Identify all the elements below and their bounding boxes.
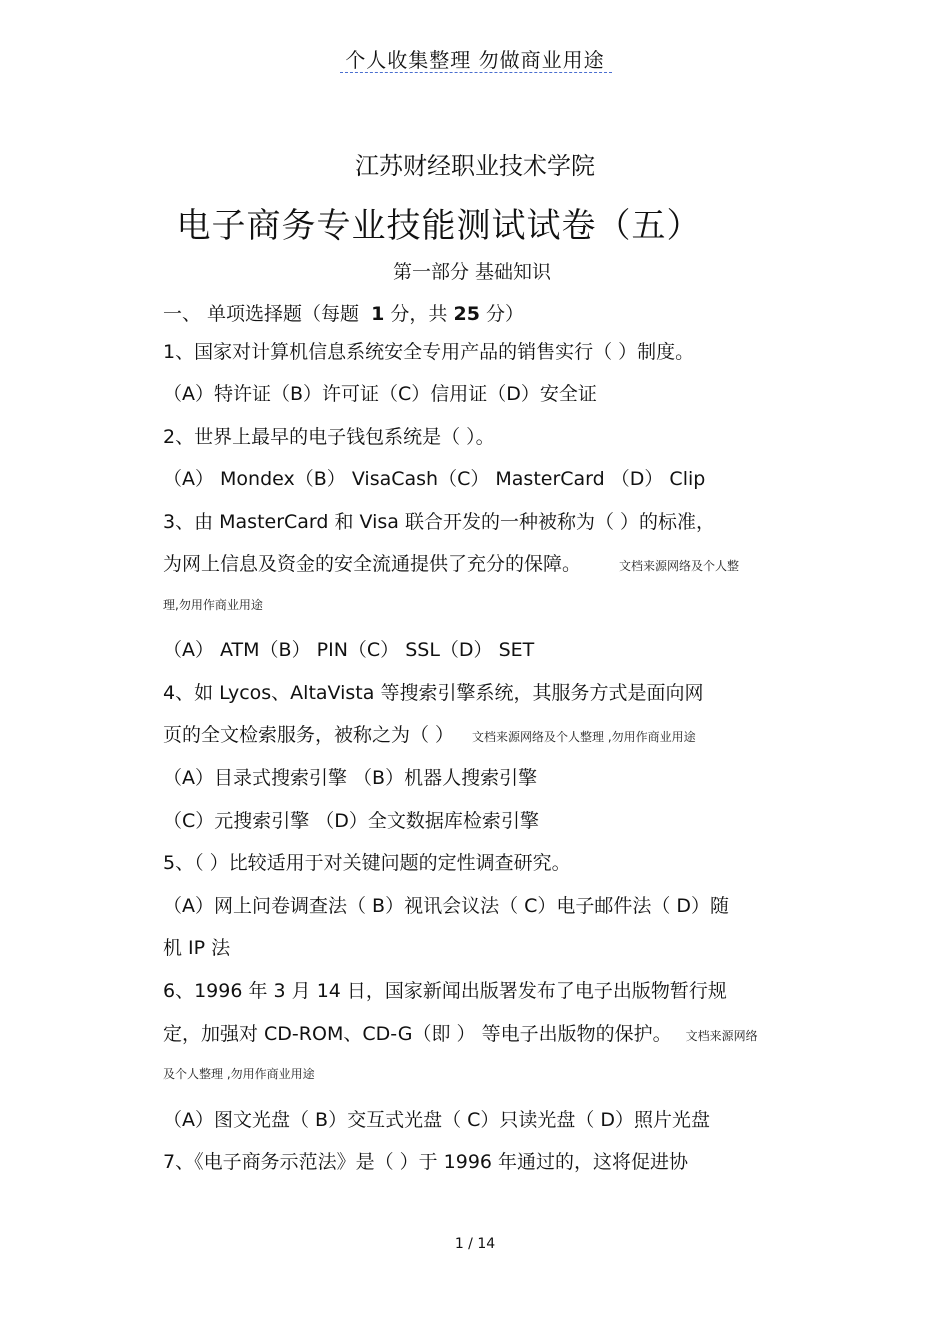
- question-3-text: 为网上信息及资金的安全流通提供了充分的保障。: [163, 553, 582, 575]
- question-4-continued: [163, 720, 696, 747]
- question-4: 4、如 Lycos、AltaVista 等搜索引擎系统，其服务方式是面向网: [163, 682, 704, 704]
- question-6: 6、1996 年 3 月 14 日，国家新闻出版署发布了电子出版物暂行规: [163, 980, 727, 1002]
- question-2: 2、世界上最早的电子钱包系统是（ ）。: [163, 426, 495, 448]
- question-6-options: （A）图文光盘（ B）交互式光盘（ C）只读光盘（ D）照片光盘: [163, 1109, 711, 1131]
- section-mid: 分，共: [390, 303, 448, 325]
- page-header: 个人收集整理 勿做商业用途: [345, 48, 605, 72]
- question-3-options: （A） ATM（B） PIN（C） SSL（D） SET: [163, 639, 535, 661]
- question-6-text: 定，加强对 CD-ROM、CD-G（即 ） 等电子出版物的保护。: [163, 1023, 672, 1045]
- section-heading: [163, 299, 524, 326]
- source-note: 文档来源网络: [685, 1029, 758, 1043]
- header-underline: [340, 72, 612, 73]
- question-5-options: （A）网上问卷调查法（ B）视讯会议法（ C）电子邮件法（ D）随: [163, 895, 730, 917]
- total-points: 25: [453, 303, 480, 325]
- section-suffix: 分）: [485, 303, 524, 325]
- exam-title: 电子商务专业技能测试试卷（五）: [176, 206, 702, 246]
- question-1: 1、国家对计算机信息系统安全专用产品的销售实行（ ）制度。: [163, 341, 695, 363]
- question-4-text: 页的全文检索服务，被称之为（ ）: [163, 724, 455, 746]
- question-6-continued: [163, 1019, 758, 1046]
- page-number: 1 / 14: [454, 1236, 496, 1252]
- section-prefix: 一、 单项选择题（每题: [163, 303, 360, 325]
- school-name: 江苏财经职业技术学院: [355, 152, 595, 180]
- source-note-continued: 理,勿用作商业用途: [163, 598, 263, 612]
- question-4-options-cd: （C）元搜索引擎 （D）全文数据库检索引擎: [163, 810, 539, 832]
- question-1-options: （A）特许证（B）许可证（C）信用证（D）安全证: [163, 383, 597, 405]
- points-per-question: 1: [371, 303, 385, 325]
- question-2-options: （A） Mondex（B） VisaCash（C） MasterCard （D） Clip: [163, 468, 706, 490]
- question-3-continued: [163, 549, 739, 576]
- source-note-continued: 及个人整理 ,勿用作商业用途: [163, 1067, 315, 1081]
- question-5-options-continued: 机 IP 法: [163, 937, 231, 959]
- question-7: 7、《电子商务示范法》是（ ）于 1996 年通过的，这将促进协: [163, 1151, 689, 1173]
- part-heading: 第一部分 基础知识: [392, 261, 552, 283]
- question-4-options-ab: （A）目录式搜索引擎 （B）机器人搜索引擎: [163, 767, 538, 789]
- source-note: 文档来源网络及个人整理 ,勿用作商业用途: [472, 730, 696, 744]
- question-5: 5、（ ）比较适用于对关键问题的定性调查研究。: [163, 852, 571, 874]
- source-note: 文档来源网络及个人整: [619, 559, 740, 573]
- question-3: 3、由 MasterCard 和 Visa 联合开发的一种被称为（ ）的标准，: [163, 511, 716, 533]
